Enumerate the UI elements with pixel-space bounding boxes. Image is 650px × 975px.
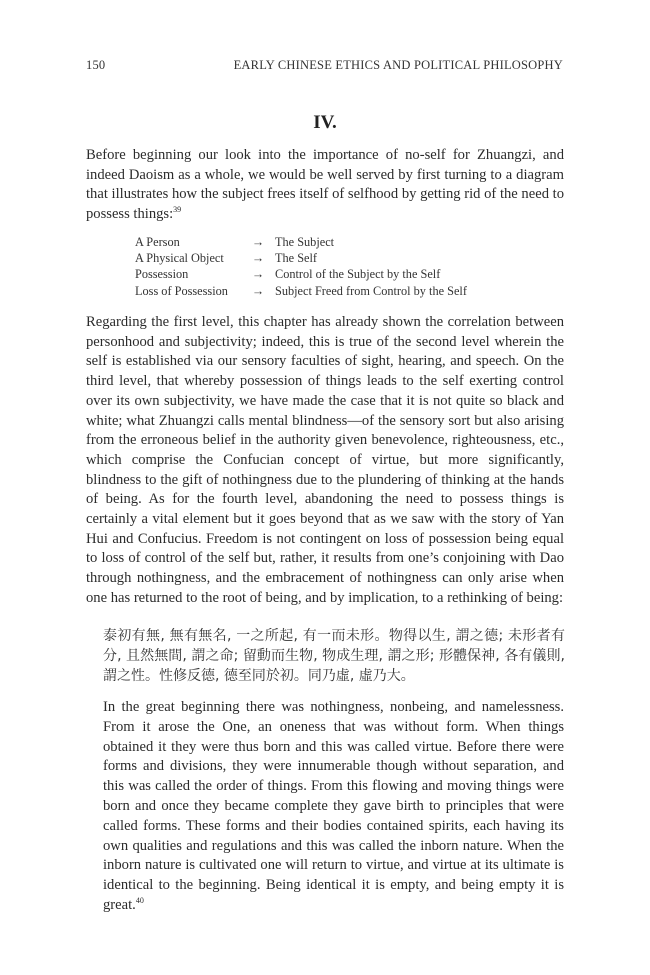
footnote-ref-40: 40	[135, 895, 144, 905]
diagram-right-label: Control of the Subject by the Self	[275, 267, 441, 282]
body-paragraph: Regarding the first level, this chapter has already shown the correlation between personhood and subjectivity; indeed, this is true of the second level wherein the self is established via our sensory faculties of sight, hearing, and speech. On the third level, that whereby possession of things leads to the self exerting control over its own subjectivity, we have made the case that it is not quite so black and white; what Zhuangzi calls mental blindness—of the sensory sort but also arising from the erroneous belief in the authority given benevolence, righteousness, etc., which comprise the Confucian concept of virtue, but more significantly, blindness to the gift of nothingness due to the plundering of thinking at the hands of being. As for the fourth level, abandoning the need to possess things is certainly a vital element but it goes beyond that as we saw with the story of Yan Hui and Confucius. Freedom is not contingent on loss of possession being equal to loss of control of the self but, rather, it results from one’s conjoining with Dao through nothingness, and the embracement of nothingness can only arise when one has returned to the root of being, and by implication, to a rethinking of being:	[86, 314, 564, 606]
arrow-icon: →	[251, 235, 265, 249]
diagram-row	[135, 266, 467, 282]
footnote-ref-39: 39	[173, 205, 182, 215]
chinese-quotation: 泰初有無, 無有無名, 一之所起, 有一而未形。物得以生, 謂之德; 未形者有分, 且然無間, 謂之命; 留動而生物, 物成生理, 謂之形; 形體保神, 各有儀則, 謂之性。性修反德, 德至同於初。同乃虛, 虛乃大。	[103, 628, 565, 684]
translation-text: In the great beginning there was nothingness, nonbeing, and namelessness. From it arose the One, an oneness that was without form. When things obtained it they were thus born and this was called virtue. Before there were forms and divisions, they were innumerable though without separation, and this was called the order of things. From this flowing and moving things were born and once they became complete they gave birth to principles that were called forms. These forms and their bodies contained spirits, each having its own qualities and regulations and this was called the inborn nature. When the inborn nature is cultivated one will return to virtue, and virtue at its ultimate is identical to the beginning. Being identical it is empty, and being empty it is great.	[103, 699, 564, 913]
diagram-left-label: A Physical Object	[135, 251, 224, 266]
running-header	[86, 58, 563, 73]
arrow-icon: →	[251, 283, 265, 298]
diagram-row	[135, 234, 467, 250]
diagram-right-label: The Self	[275, 251, 318, 266]
diagram-right-label: Subject Freed from Control by the Self	[275, 283, 467, 298]
diagram-row	[135, 250, 467, 266]
running-title: EARLY CHINESE ETHICS AND POLITICAL PHILOSOPHY	[233, 58, 563, 72]
diagram-row	[135, 283, 467, 299]
arrow-icon: →	[251, 251, 265, 266]
diagram-right-label: The Subject	[275, 235, 335, 249]
arrow-icon: →	[251, 267, 265, 282]
intro-text: Before beginning our look into the importance of no-self for Zhuangzi, and indeed Daoism as a whole, we would be well served by first turning to a diagram that illustrates how the subject frees itself of selfhood by getting rid of the need to possess things:	[86, 147, 564, 223]
selfhood-diagram	[135, 234, 467, 299]
diagram-left-label: A Person	[135, 235, 180, 249]
intro-paragraph	[86, 146, 564, 225]
page-number: 150	[86, 58, 106, 72]
diagram-left-label: Possession	[135, 267, 189, 282]
section-heading: IV.	[313, 112, 337, 133]
translation-paragraph	[103, 698, 564, 916]
diagram-left-label: Loss of Possession	[135, 283, 228, 298]
